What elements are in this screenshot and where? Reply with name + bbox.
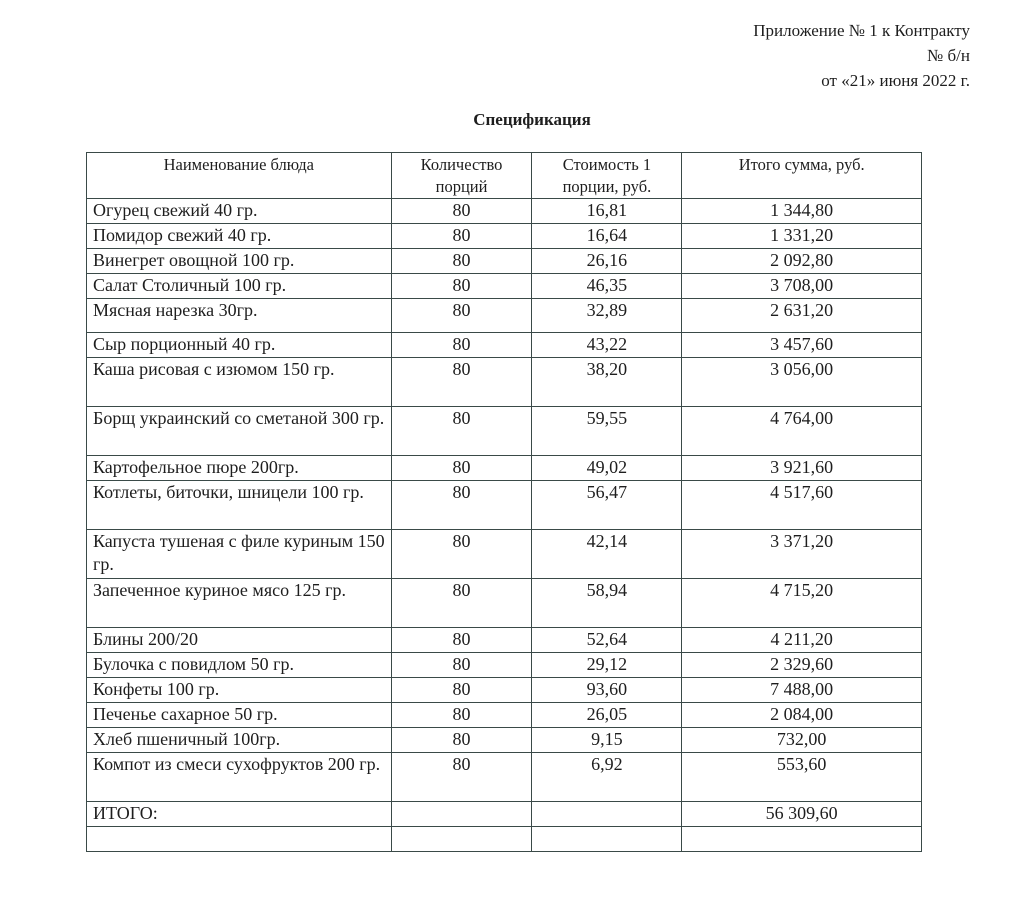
- table-row: [87, 199, 922, 224]
- appendix-line-number: № б/н: [927, 46, 970, 65]
- cell-total-sum: 2 092,80: [682, 249, 922, 274]
- table-row: [87, 358, 922, 407]
- cell-quantity: 80: [391, 249, 532, 274]
- cell-unit-price: 46,35: [532, 274, 682, 299]
- cell-unit-price: 6,92: [532, 753, 682, 802]
- table-row: [87, 224, 922, 249]
- cell-unit-price: 93,60: [532, 678, 682, 703]
- cell-unit-price: 9,15: [532, 728, 682, 753]
- cell-total-sum: 553,60: [682, 753, 922, 802]
- cell-total-sum: 4 764,00: [682, 407, 922, 456]
- cell-unit-price: 56,47: [532, 481, 682, 530]
- column-header-total-sum: Итого сумма, руб.: [682, 153, 922, 199]
- specification-table: [86, 152, 922, 852]
- cell-quantity: 80: [391, 333, 532, 358]
- table-row: [87, 753, 922, 802]
- table-row: [87, 481, 922, 530]
- cell-total-sum: 3 708,00: [682, 274, 922, 299]
- cell-dish-name: Булочка с повидлом 50 гр.: [87, 653, 392, 678]
- cell-unit-price: 43,22: [532, 333, 682, 358]
- cell-dish-name: Картофельное пюре 200гр.: [87, 456, 392, 481]
- cell-dish-name: Борщ украинский со сметаной 300 гр.: [87, 407, 392, 456]
- cell-quantity: 80: [391, 407, 532, 456]
- cell-quantity: 80: [391, 299, 532, 333]
- cell-quantity: 80: [391, 358, 532, 407]
- cell-dish-name: Мясная нарезка 30гр.: [87, 299, 392, 333]
- table-row: [87, 628, 922, 653]
- cell-dish-name: Капуста тушеная с филе куриным 150 гр.: [87, 530, 392, 579]
- table-row: [87, 456, 922, 481]
- cell-dish-name: Конфеты 100 гр.: [87, 678, 392, 703]
- total-row: [87, 802, 922, 827]
- table-row: [87, 703, 922, 728]
- cell-dish-name: Запеченное куриное мясо 125 гр.: [87, 579, 392, 628]
- cell-total-sum: 4 211,20: [682, 628, 922, 653]
- cell-quantity: 80: [391, 456, 532, 481]
- cell-dish-name: Блины 200/20: [87, 628, 392, 653]
- cell-total-sum: 732,00: [682, 728, 922, 753]
- cell-unit-price: 42,14: [532, 530, 682, 579]
- cell-quantity: 80: [391, 274, 532, 299]
- cell-quantity: 80: [391, 678, 532, 703]
- cell-total-sum: 3 371,20: [682, 530, 922, 579]
- cell-dish-name: Винегрет овощной 100 гр.: [87, 249, 392, 274]
- table-header-row: [87, 153, 922, 199]
- cell-unit-price: 26,16: [532, 249, 682, 274]
- appendix-header: [753, 18, 970, 93]
- cell-total-sum: 1 331,20: [682, 224, 922, 249]
- empty-cell: [532, 827, 682, 852]
- cell-unit-price: 16,64: [532, 224, 682, 249]
- cell-quantity: 80: [391, 753, 532, 802]
- table-row: [87, 333, 922, 358]
- cell-dish-name: Компот из смеси сухофруктов 200 гр.: [87, 753, 392, 802]
- appendix-line-contract: Приложение № 1 к Контракту: [753, 21, 970, 40]
- cell-quantity: 80: [391, 481, 532, 530]
- cell-dish-name: Хлеб пшеничный 100гр.: [87, 728, 392, 753]
- cell-total-sum: 3 921,60: [682, 456, 922, 481]
- table-row: [87, 678, 922, 703]
- table-row: [87, 299, 922, 333]
- cell-total-sum: 2 084,00: [682, 703, 922, 728]
- cell-unit-price: 16,81: [532, 199, 682, 224]
- cell-total-sum: 2 631,20: [682, 299, 922, 333]
- cell-unit-price: 49,02: [532, 456, 682, 481]
- table-row: [87, 407, 922, 456]
- cell-dish-name: Сыр порционный 40 гр.: [87, 333, 392, 358]
- table-row: [87, 653, 922, 678]
- cell-quantity: 80: [391, 728, 532, 753]
- table-row: [87, 728, 922, 753]
- cell-total-sum: 4 715,20: [682, 579, 922, 628]
- cell-dish-name: Котлеты, биточки, шницели 100 гр.: [87, 481, 392, 530]
- cell-quantity: 80: [391, 703, 532, 728]
- empty-cell: [391, 827, 532, 852]
- column-header-quantity: Количество порций: [391, 153, 532, 199]
- cell-unit-price: 52,64: [532, 628, 682, 653]
- cell-dish-name: Печенье сахарное 50 гр.: [87, 703, 392, 728]
- appendix-line-date: от «21» июня 2022 г.: [821, 71, 970, 90]
- empty-cell: [87, 827, 392, 852]
- column-header-unit-price: Стоимость 1 порции, руб.: [532, 153, 682, 199]
- cell-total-sum: 2 329,60: [682, 653, 922, 678]
- cell-total-sum: 3 056,00: [682, 358, 922, 407]
- empty-cell: [682, 827, 922, 852]
- cell-total-sum: 4 517,60: [682, 481, 922, 530]
- cell-unit-price: 58,94: [532, 579, 682, 628]
- cell-dish-name: Огурец свежий 40 гр.: [87, 199, 392, 224]
- cell-unit-price: 29,12: [532, 653, 682, 678]
- table-row: [87, 579, 922, 628]
- total-label: ИТОГО:: [87, 802, 392, 827]
- cell-dish-name: Каша рисовая с изюмом 150 гр.: [87, 358, 392, 407]
- table-row: [87, 530, 922, 579]
- cell-unit-price: 32,89: [532, 299, 682, 333]
- cell-total-sum: 7 488,00: [682, 678, 922, 703]
- column-header-dish-name: Наименование блюда: [87, 153, 392, 199]
- cell-unit-price: 38,20: [532, 358, 682, 407]
- cell-dish-name: Помидор свежий 40 гр.: [87, 224, 392, 249]
- cell-dish-name: Салат Столичный 100 гр.: [87, 274, 392, 299]
- table-row: [87, 274, 922, 299]
- cell-quantity: 80: [391, 224, 532, 249]
- total-quantity-cell: [391, 802, 532, 827]
- cell-quantity: 80: [391, 628, 532, 653]
- empty-row: [87, 827, 922, 852]
- total-price-cell: [532, 802, 682, 827]
- cell-unit-price: 59,55: [532, 407, 682, 456]
- cell-quantity: 80: [391, 653, 532, 678]
- cell-quantity: 80: [391, 199, 532, 224]
- document-title: Спецификация: [473, 110, 591, 129]
- total-sum-value: 56 309,60: [682, 802, 922, 827]
- table-row: [87, 249, 922, 274]
- cell-quantity: 80: [391, 579, 532, 628]
- cell-unit-price: 26,05: [532, 703, 682, 728]
- cell-total-sum: 3 457,60: [682, 333, 922, 358]
- cell-quantity: 80: [391, 530, 532, 579]
- cell-total-sum: 1 344,80: [682, 199, 922, 224]
